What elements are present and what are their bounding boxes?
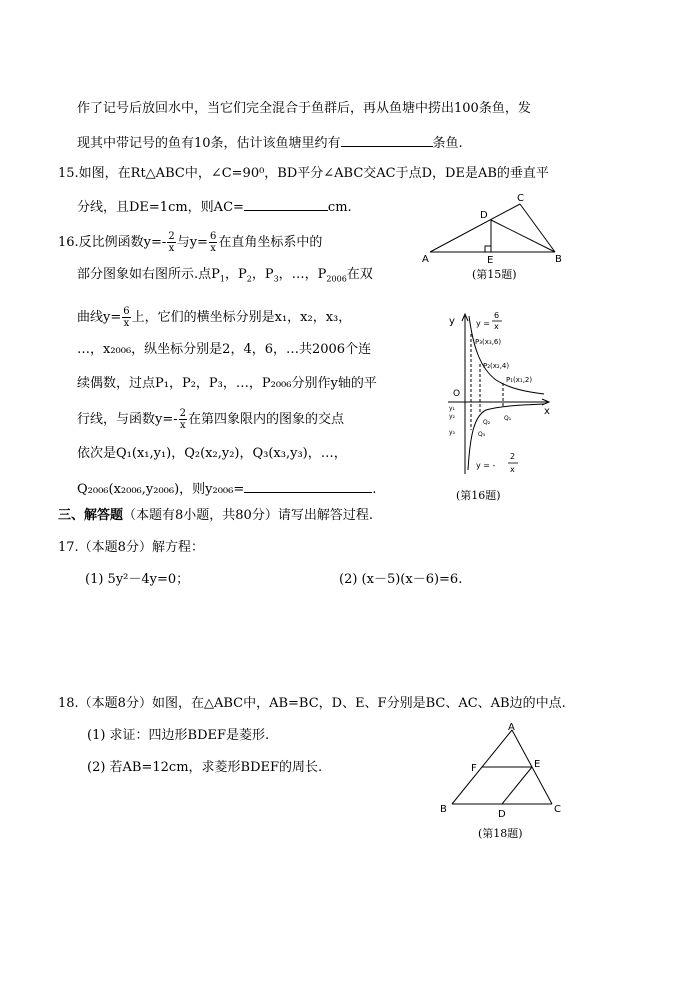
fig15-side-cb xyxy=(520,204,555,252)
fig16-y3-tick: y₃ xyxy=(449,429,455,436)
fig15-label-c: C xyxy=(517,193,524,204)
fig15-caption: (第15题) xyxy=(472,268,517,281)
q16-l6-b: 在第四象限内的图象的交点 xyxy=(188,412,345,427)
fig16-p3-label: P₃(x₃,6) xyxy=(475,338,502,346)
fig16-y1-tick: y₁ xyxy=(449,405,455,412)
fig15-label-b: B xyxy=(555,254,562,265)
q16-line2: 部分图象如右图所示.点$P_1$，$P_2$，$P_3$，…，$P_{2006}$在双 xyxy=(77,267,373,284)
figure-18 xyxy=(432,720,572,822)
q16-line4: …，x₂₀₀₆，纵坐标分别是2，4，6，…共2006个连 xyxy=(77,342,372,357)
fig15-label-d: D xyxy=(480,210,488,221)
fig16-curve-top-den: x xyxy=(494,322,499,331)
q16-l3-b: 上，它们的横坐标分别是x₁，x₂，x₃， xyxy=(131,310,352,325)
fig18-label-e: E xyxy=(534,759,541,770)
q16-answer-blank[interactable] xyxy=(244,478,372,493)
q16-line5: 续偶数，过点P₁，P₂，P₃，…，P₂₀₀₆分别作y轴的平 xyxy=(77,376,377,391)
fig18-label-c: C xyxy=(554,804,561,815)
q16-line7: 依次是Q₁(x₁,y₁)，Q₂(x₂,y₂)，Q₃(x₃,y₃)，…， xyxy=(77,446,347,461)
q16-frac-6x-b xyxy=(122,306,130,329)
q16-frac-6x xyxy=(209,231,217,254)
q16-l2-b: 在双 xyxy=(346,267,373,282)
fig18-label-b: B xyxy=(440,804,447,815)
fig15-label-a: A xyxy=(422,254,429,265)
q16-frac4-num: 2 xyxy=(179,408,187,419)
fig18-label-f: F xyxy=(471,763,477,774)
q16-l2-sub1: 1 xyxy=(219,274,225,284)
q16-frac3-den: x xyxy=(123,318,130,329)
fig16-origin: O xyxy=(453,389,461,399)
q16-frac2-den: x xyxy=(210,243,216,254)
q16-line1 xyxy=(58,231,322,254)
q16-l2-sub2: 2 xyxy=(246,274,252,284)
q16-line8 xyxy=(77,478,376,500)
section3-rest: （本题有8小题，共80分）请写出解答过程. xyxy=(123,508,373,523)
fig16-curve-bottom-den: x xyxy=(510,465,515,474)
fig15-right-angle-mark xyxy=(485,246,491,252)
q14-line2 xyxy=(77,132,463,154)
fig16-x-label: x xyxy=(544,406,550,417)
q14-line2-text: 现其中带记号的鱼有10条，估计该鱼塘里约有 xyxy=(77,136,341,151)
q16-frac-neg2x xyxy=(167,231,175,254)
q16-frac3-num: 6 xyxy=(123,306,130,317)
fig18-label-a: A xyxy=(508,722,515,733)
q18-part1: (1) 求证：四边形BDEF是菱形. xyxy=(87,728,270,743)
q15-line2 xyxy=(77,196,352,218)
q18-part2: (2) 若AB=12cm，求菱形BDEF的周长. xyxy=(87,760,323,775)
q16-l2-a: 部分图象如右图所示.点P xyxy=(77,267,220,282)
q16-frac-neg2x-b xyxy=(179,408,187,431)
q15-line2-end: cm. xyxy=(327,200,352,215)
q16-l2-sub3: 3 xyxy=(273,274,279,284)
q17-part1: (1) 5y²－4y=0； xyxy=(85,572,190,587)
fig16-q3-label: Q₃ xyxy=(478,431,486,438)
fig15-label-e: E xyxy=(487,255,494,266)
fig16-curve-top-label: y = xyxy=(476,319,490,328)
fig18-segment-de xyxy=(502,767,532,804)
q16-frac1-num: 2 xyxy=(168,231,175,242)
q14-answer-blank[interactable] xyxy=(341,132,433,147)
fig18-label-d: D xyxy=(498,809,506,820)
figure-16 xyxy=(440,306,570,482)
q16-line3 xyxy=(77,306,351,329)
q14-line2-end: 条鱼. xyxy=(432,136,463,151)
q16-l8-b: . xyxy=(372,482,377,497)
q16-frac2-num: 6 xyxy=(209,231,217,242)
q16-l3-a: 曲线y= xyxy=(77,310,122,325)
fig16-p1-label: P₁(x₁,2) xyxy=(506,376,533,384)
fig16-caption: (第16题) xyxy=(456,489,501,502)
fig16-q1-label: Q₁ xyxy=(504,415,512,422)
fig16-p2-label: P₂(x₂,4) xyxy=(483,362,510,370)
q16-l6-a: 行线，与函数y=- xyxy=(77,412,178,427)
q15-line2-text: 分线，且DE=1cm，则AC= xyxy=(77,200,244,215)
fig16-curve-bottom-num: 2 xyxy=(510,452,516,461)
q17-part2: (2) (x－5)(x－6)=6. xyxy=(339,572,463,587)
fig16-y2-tick: y₂ xyxy=(449,413,455,420)
section3-title: 三、解答题 xyxy=(58,508,124,523)
fig15-bisector-bd xyxy=(491,220,555,252)
q15-line1: 15.如图，在Rt△ABC中，∠C=90⁰，BD平分∠ABC交AC于点D，DE是AB的垂直平 xyxy=(58,166,549,181)
section3-heading xyxy=(58,506,373,526)
fig16-q2-label: Q₂ xyxy=(483,419,491,426)
q17-head: 17.（本题8分）解方程： xyxy=(58,540,204,555)
q16-l8-a: Q₂₀₀₆(x₂₀₀₆,y₂₀₀₆)，则y₂₀₀₆= xyxy=(77,482,245,497)
fig16-curve-top-num: 6 xyxy=(494,311,500,320)
q18-head: 18.（本题8分）如图，在△ABC中，AB=BC，D、E、F分别是BC、AC、AB边的中点. xyxy=(58,696,566,711)
q16-l1-a: 16.反比例函数y=- xyxy=(58,235,167,250)
q15-answer-blank[interactable] xyxy=(244,196,328,211)
q16-l2-sub4: 2006 xyxy=(326,274,347,284)
fig16-y-label: y xyxy=(449,316,455,327)
figure-15 xyxy=(418,192,568,267)
fig16-curve-bottom-label: y = - xyxy=(476,461,496,470)
fig18-caption: (第18题) xyxy=(478,827,523,840)
q16-line6 xyxy=(77,408,344,431)
q16-l1-c: 在直角坐标系中的 xyxy=(218,235,323,250)
q16-l1-b: 与y= xyxy=(176,235,208,250)
q16-frac1-den: x xyxy=(168,243,175,254)
q14-line1: 作了记号后放回水中，当它们完全混合于鱼群后，再从鱼塘中捞出100条鱼，发 xyxy=(77,101,531,116)
q16-frac4-den: x xyxy=(180,420,186,431)
